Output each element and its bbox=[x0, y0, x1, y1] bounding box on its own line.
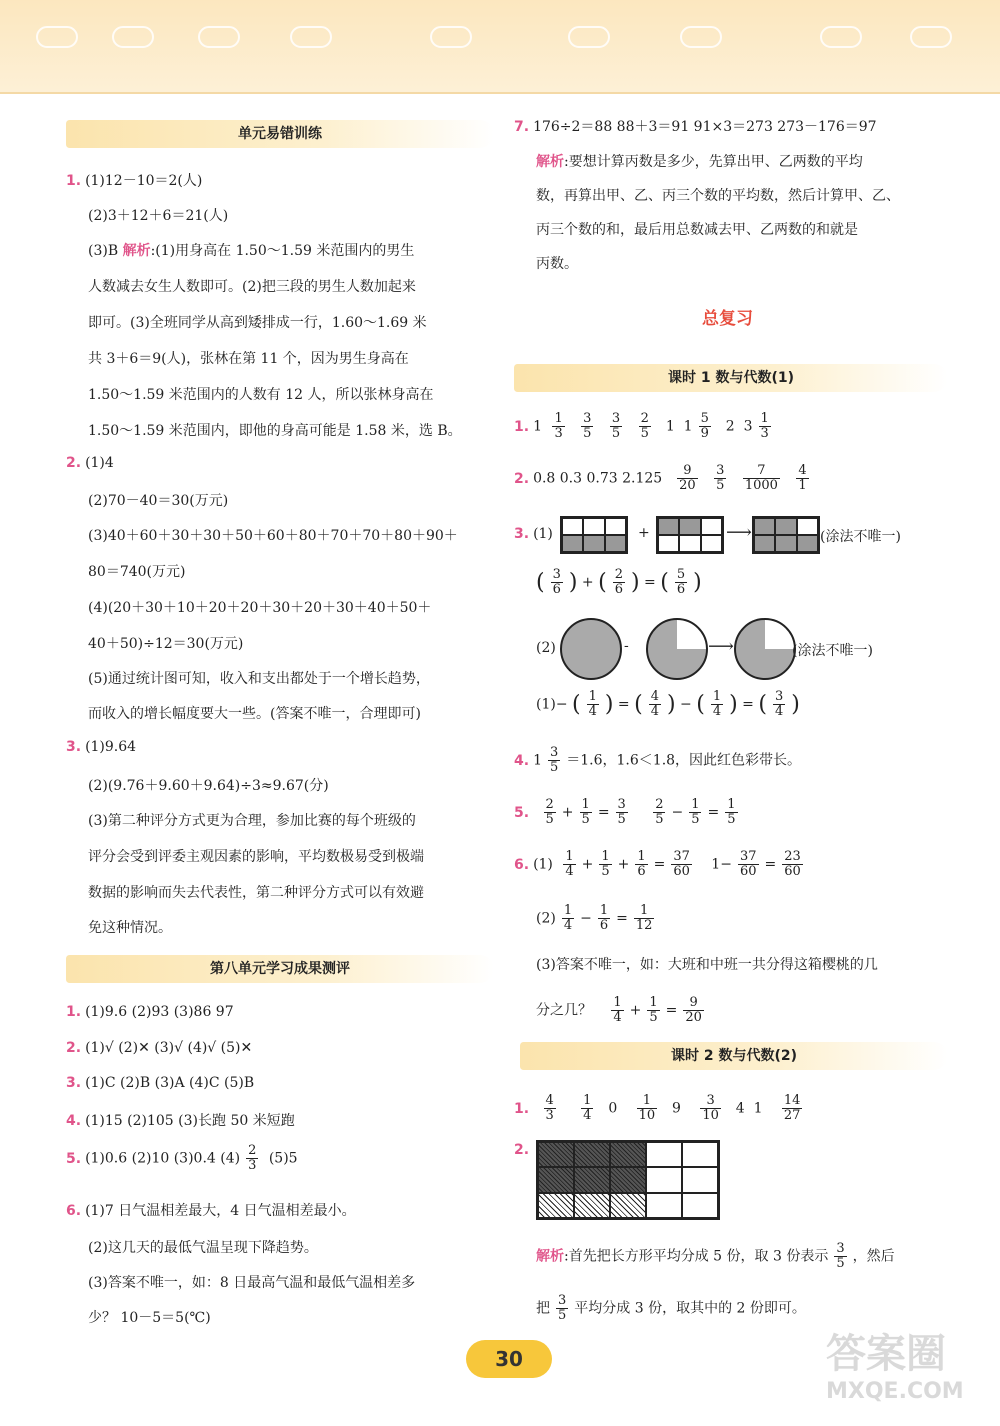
minus-sign: - bbox=[624, 638, 629, 654]
answer-line: 解析:要想计算丙数是多少，先算出甲、乙两数的平均 bbox=[536, 154, 863, 170]
answer-line: 40＋50)÷12＝30(万元) bbox=[88, 636, 244, 652]
answer-line: 2. bbox=[514, 1142, 530, 1158]
answer-line: 80＝740(万元) bbox=[88, 564, 186, 580]
answer-line: (3)B 解析:(1)用身高在 1.50～1.59 米范围内的男生 bbox=[88, 243, 415, 259]
answer-line: 1. (1)9.6 (2)93 (3)86 97 bbox=[66, 1004, 234, 1020]
answer-line: 分之几？ $\frac{1}{4}$ + $\frac{1}{5}$ = $\frac{9}{20}$ bbox=[536, 995, 702, 1025]
fraction-circle bbox=[646, 618, 708, 680]
cloud-icon bbox=[910, 26, 952, 48]
answer-line-fractions: 2. 0.8 0.3 0.73 2.125 $\frac{9}{20}$ $\frac{3}{5}$ $\frac{7}{1000}$ $\frac{4}{1}$ bbox=[514, 463, 807, 493]
answer-line: (2)(9.76＋9.60＋9.64)÷3≈9.67(分) bbox=[88, 778, 329, 794]
answer-line: (5)通过统计图可知，收入和支出都处于一个增长趋势， bbox=[88, 671, 430, 687]
answer-line: 免这种情况。 bbox=[88, 920, 172, 936]
answer-line-fractions: 1. $\frac{4}{3}$ $\frac{1}{4}$ 0 $\frac{1}{10}$ 9 $\frac{3}{10}$ 4 1 $\frac{14}{27}$ bbox=[514, 1093, 801, 1123]
answer-line: 1.50～1.59 米范围内的人数有 12 人，所以张林身高在 bbox=[88, 387, 434, 403]
answer-line: (2)这几天的最低气温呈现下降趋势。 bbox=[88, 1240, 318, 1256]
answer-line: (3)第二种评分方式更为合理，参加比赛的每个班级的 bbox=[88, 813, 416, 829]
arrow-right-icon: ⟶ bbox=[708, 636, 734, 657]
answer-line: 4. 1 $\frac{3}{5}$ ＝1.6，1.6＜1.8，因此红色彩带长。 bbox=[514, 745, 802, 775]
cloud-icon bbox=[290, 26, 332, 48]
arrow-right-icon: ⟶ bbox=[726, 522, 752, 543]
answer-line: 数，再算出甲、乙、丙三个数的平均数，然后计算甲、乙、 bbox=[536, 188, 900, 204]
watermark-logo: 答案圈 MXQE.COM bbox=[826, 1331, 964, 1404]
answer-line-fractions: 1. 1 $\frac{1}{3}$ $\frac{3}{5}$ $\frac{3}{5}$ $\frac{2}{5}$ 1 1 $\frac{5}{9}$ 2 3 $\frac{1}{3}$ bbox=[514, 411, 769, 441]
answer-line: 6. (1)7 日气温相差最大，4 日气温相差最小。 bbox=[66, 1203, 356, 1219]
answer-line: (3)答案不唯一，如：大班和中班一共分得这箱樱桃的几 bbox=[536, 957, 878, 973]
fraction-circle bbox=[560, 618, 622, 680]
answer-line: 2. (1)√ (2)✕ (3)√ (4)√ (5)✕ bbox=[66, 1040, 253, 1056]
answer-line: 6. (1) $\frac{1}{4}$ + $\frac{1}{5}$ + $\frac{1}{6}$ = $\frac{37}{60}$ 1− $\frac{37}{60}$ = $\frac{23}{60}$ bbox=[514, 849, 801, 879]
answer-line: (2)70－40＝30(万元) bbox=[88, 493, 229, 509]
answer-line: (2) bbox=[536, 640, 556, 656]
lesson2-title: 课时 2 数与代数(2) bbox=[520, 1042, 948, 1070]
cloud-icon bbox=[112, 26, 154, 48]
fraction-grid bbox=[656, 516, 724, 554]
answer-line: (2) $\frac{1}{4}$ − $\frac{1}{6}$ = $\frac{1}{12}$ bbox=[536, 903, 653, 933]
answer-line: 7. 176÷2＝88 88＋3＝91 91×3＝273 273－176＝97 bbox=[514, 119, 877, 135]
answer-line: 解析:首先把长方形平均分成 5 份，取 3 份表示 $\frac{3}{5}$ ，然后 bbox=[536, 1241, 895, 1271]
section-title-error-training: 单元易错训练 bbox=[66, 120, 494, 148]
answer-line: 而收入的增长幅度要大一些。(答案不唯一，合理即可) bbox=[88, 706, 421, 722]
lesson1-title: 课时 1 数与代数(1) bbox=[514, 364, 948, 392]
cloud-icon bbox=[198, 26, 240, 48]
answer-line: 丙数。 bbox=[536, 256, 578, 272]
page-number: 30 bbox=[466, 1340, 552, 1378]
section-title-unit8-test: 第八单元学习成果测评 bbox=[66, 955, 494, 983]
cloud-icon bbox=[820, 26, 862, 48]
answer-line: 2. (1)4 bbox=[66, 455, 114, 471]
answer-line: (2)3＋12＋6＝21(人) bbox=[88, 208, 229, 224]
answer-line: 1. (1)12－10＝2(人) bbox=[66, 173, 203, 189]
answer-line: 评分会受到评委主观因素的影响，平均数极易受到极端 bbox=[88, 849, 424, 865]
answer-line: 3. (1)9.64 bbox=[66, 739, 137, 755]
answer-line: 数据的影响而失去代表性，第二种评分方式可以有效避 bbox=[88, 885, 424, 901]
fraction: $\frac{2}{3}$ bbox=[248, 1143, 257, 1173]
answer-line: 4. (1)15 (2)105 (3)长跑 50 米短跑 bbox=[66, 1113, 295, 1129]
answer-line: 共 3＋6＝9(人)，张林在第 11 个，因为男生身高在 bbox=[88, 351, 409, 367]
review-heading: 总复习 bbox=[702, 309, 753, 329]
shaded-rectangle-grid bbox=[536, 1140, 720, 1220]
fraction-grid bbox=[752, 516, 820, 554]
answer-line: (3)40＋60＋30＋30＋50＋60＋80＋70＋70＋80＋90＋ bbox=[88, 528, 458, 544]
answer-line: (3)答案不唯一，如：8 日最高气温和最低气温相差多 bbox=[88, 1275, 416, 1291]
answer-line: 即可。(3)全班同学从高到矮排成一行，1.60～1.69 米 bbox=[88, 315, 427, 331]
plus-sign: + bbox=[638, 525, 650, 541]
answer-line: 1.50～1.59 米范围内，即他的身高可能是 1.58 米，选 B。 bbox=[88, 423, 462, 439]
cloud-icon bbox=[680, 26, 722, 48]
fraction-equation: (1)− ( $\frac{1}{4}$ ) = ( $\frac{4}{4}$ ) − ( $\frac{1}{4}$ ) = ( $\frac{3}{4}$ ) bbox=[536, 689, 800, 719]
fraction-grid bbox=[560, 516, 628, 554]
answer-line: 把 $\frac{3}{5}$ 平均分成 3 份，取其中的 2 份即可。 bbox=[536, 1293, 806, 1323]
note-text: (涂法不唯一) bbox=[820, 529, 901, 545]
answer-line: 5. $\frac{2}{5}$ + $\frac{1}{5}$ = $\frac{3}{5}$ $\frac{2}{5}$ − $\frac{1}{5}$ = $\frac{1}{5}$ bbox=[514, 797, 736, 827]
cloud-icon bbox=[430, 26, 472, 48]
cloud-icon bbox=[36, 26, 78, 48]
answer-line: 丙三个数的和，最后用总数减去甲、乙两数的和就是 bbox=[536, 222, 858, 238]
note-text: (涂法不唯一) bbox=[792, 643, 873, 659]
fraction-equation: ( $\frac{3}{6}$ ) + ( $\frac{2}{6}$ ) = ( $\frac{5}{6}$ ) bbox=[536, 567, 702, 597]
answer-line: 3. (1)C (2)B (3)A (4)C (5)B bbox=[66, 1075, 255, 1091]
answer-line: (4)(20＋30＋10＋20＋20＋30＋20＋30＋40＋50＋ bbox=[88, 600, 432, 616]
answer-line: 5. (1)0.6 (2)10 (3)0.4 (4) $\frac{2}{3}$ (5)5 bbox=[66, 1143, 298, 1173]
cloud-icon bbox=[568, 26, 610, 48]
answer-line: 少？ 10－5＝5(℃) bbox=[88, 1310, 211, 1326]
fraction-circle bbox=[734, 618, 796, 680]
answer-line: 3. (1) bbox=[514, 526, 553, 542]
top-decorative-band bbox=[0, 0, 1000, 94]
answer-line: 人数减去女生人数即可。(2)把三段的男生人数加起来 bbox=[88, 279, 416, 295]
